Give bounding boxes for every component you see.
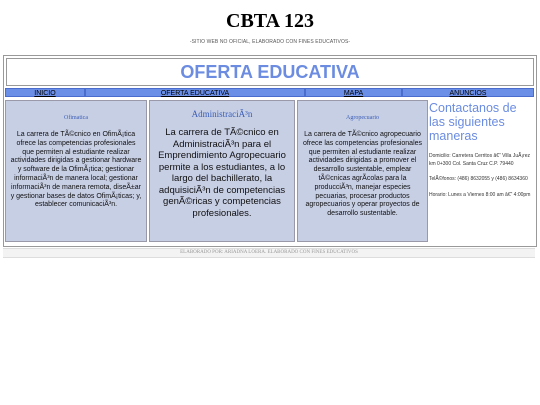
site-subtitle: -SITIO WEB NO OFICIAL, ELABORADO CON FINES EDUCATIVOS- [189,39,351,45]
career-heading: Ofimatica [64,115,88,121]
main-nav [5,88,534,97]
site-title: CBTA 123 [226,10,314,32]
career-card-administracion [149,100,295,242]
career-description: La carrera de TÃ©cnico en AdministraciÃ³n para el Emprendimiento Agropecuario permite a los estudiantes, a lo largo del bachillerato, la adquisiciÃ³n de competencias genÃ©ricas y competencias profesionales. [158,127,286,219]
contact-panel [429,100,535,242]
page-footer: ELABORADO POR: ARIADNA LOERA. ELABORADO CON FINES EDUCATIVOS [3,248,535,258]
contact-heading: Contactanos de las siguientes maneras [429,101,517,143]
nav-link-oferta-educativa[interactable]: OFERTA EDUCATIVA [85,88,305,97]
nav-link-mapa[interactable]: MAPA [305,88,402,97]
career-description: La carrera de TÃ©cnico agropecuario ofrece las competencias profesionales que permiten al estudiante realizar actividades dirigidas a promover el desarrollo sustentable, emplear tÃ©cnicas agrÃcolas para la producciÃ³n, manejar especies pecuarias, procesar productos agropecuarios y operar proyectos de desarrollo sustentable. [302,131,423,218]
page-banner: OFERTA EDUCATIVA [6,58,534,86]
career-heading: AdministraciÃ³n [191,109,253,119]
nav-link-inicio[interactable]: INICIO [5,88,85,97]
career-card-agropecuario [297,100,428,242]
nav-link-anuncios[interactable]: ANUNCIOS [402,88,534,97]
career-heading: Agropecuario [346,115,379,121]
career-card-ofimatica [5,100,147,242]
contact-address: Domicilio: Carretera Cerritos â€“ Villa JuÃ¡rez km 0+300 Col. Santa Cruz C.P. 79440 [429,153,531,167]
contact-hours: Horario: Lunes a Viernes 8:00 am â€“ 4:00pm [429,191,531,198]
contact-phones: TelÃ©fonos: (486) 8632055 y (486) 8634360 [429,176,528,182]
career-description: La carrera de TÃ©cnico en OfimÃ¡tica ofrece las competencias profesionales que permiten al estudiante realizar actividades dirigidas a gestionar hardware y software de la OfimÃ¡tica; gestionar informaciÃ³n de manera local; gestionar informaciÃ³n de manera remota, diseÃ±ar y gestionar bases de datos OfimÃ¡ticas; y, establecer comunicaciÃ³n. [10,131,142,209]
